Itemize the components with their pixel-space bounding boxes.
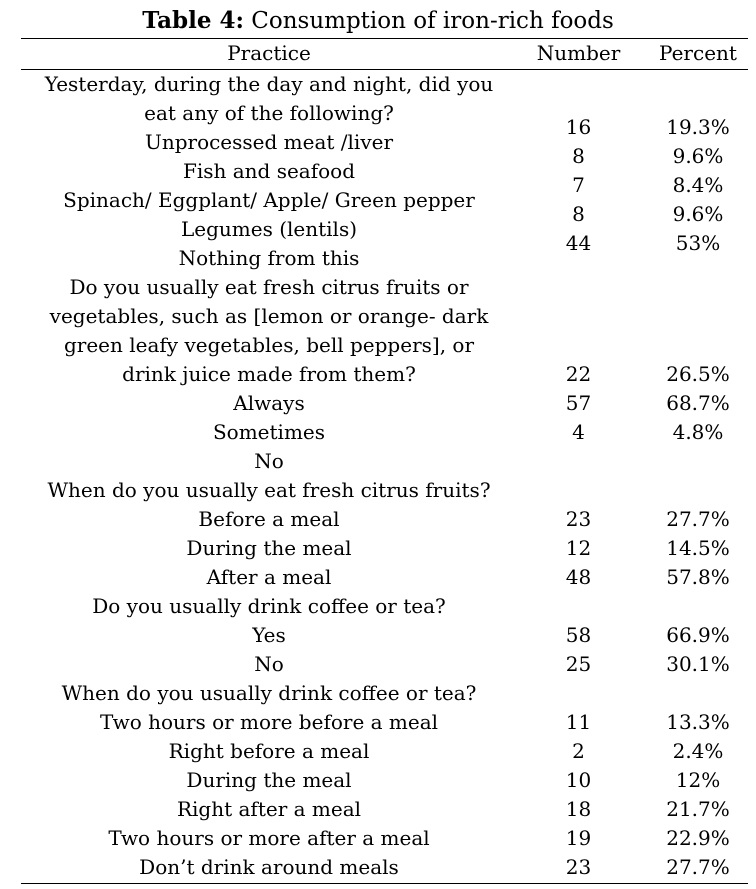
q1-option: Spinach/ Eggplant/ Apple/ Green pepper [63,188,475,212]
q4-number: 25 [565,652,592,676]
q4-number: 58 [565,623,592,647]
q1-number: 44 [565,231,592,255]
table-title-label: Table 4: [142,7,244,34]
q5-option: During the meal [186,768,352,792]
q4-option: No [254,652,284,676]
q1-number: 16 [565,115,592,139]
q1-option: Legumes (lentils) [180,217,358,241]
q2-question-line2: vegetables, such as [lemon or orange- dark [49,304,489,328]
q1-percent: 19.3% [666,115,730,139]
q2-number: 57 [565,391,592,415]
q4-percent: 30.1% [666,652,730,676]
q2-number: 4 [572,420,585,444]
q5-option: Two hours or more before a meal [99,710,439,734]
q5-number: 11 [565,710,592,734]
q5-number: 10 [565,768,592,792]
q1-question-line2: eat any of the following? [144,101,394,125]
q4-option: Yes [252,623,286,647]
q3-percent: 27.7% [666,507,730,531]
q2-question-line1: Do you usually eat fresh citrus fruits or [69,275,469,299]
q1-option: Unprocessed meat /liver [144,130,394,154]
q1-option: Fish and seafood [182,159,356,183]
q5-percent: 21.7% [666,797,730,821]
q5-option: Don’t drink around meals [139,855,399,879]
q3-number: 48 [565,565,592,589]
q1-question-line1: Yesterday, during the day and night, did you [44,72,494,96]
q2-percent: 68.7% [666,391,730,415]
q1-number: 7 [572,173,585,197]
q2-number: 22 [565,362,592,386]
q2-question-line3: green leafy vegetables, bell peppers], or [63,333,475,357]
q3-question: When do you usually eat fresh citrus fruits? [47,478,491,502]
q1-number: 8 [572,144,585,168]
header-percent: Percent [659,41,737,65]
q2-percent: 4.8% [672,420,724,444]
q5-question: When do you usually drink coffee or tea? [61,681,477,705]
q5-percent: 13.3% [666,710,730,734]
q2-percent: 26.5% [666,362,730,386]
table-title-text: Consumption of iron-rich foods [243,8,614,34]
q1-percent: 53% [675,231,721,255]
table-title [0,6,756,36]
q1-option: Nothing from this [178,246,360,270]
q4-percent: 66.9% [666,623,730,647]
q1-number: 8 [572,202,585,226]
q5-number: 18 [565,797,592,821]
q3-option: After a meal [206,565,332,589]
q5-option: Right after a meal [176,797,362,821]
q5-number: 19 [565,826,592,850]
q3-number: 12 [565,536,592,560]
q2-question-line4: drink juice made from them? [122,362,416,386]
q5-number: 2 [572,739,585,763]
q5-percent: 12% [675,768,721,792]
q4-question: Do you usually drink coffee or tea? [92,594,446,618]
q3-option: Before a meal [198,507,340,531]
table-bottom-rule [21,883,748,884]
header-practice: Practice [227,41,311,65]
q1-percent: 9.6% [672,202,724,226]
q5-option: Right before a meal [168,739,370,763]
q3-percent: 57.8% [666,565,730,589]
q3-percent: 14.5% [666,536,730,560]
q5-percent: 27.7% [666,855,730,879]
q5-number: 23 [565,855,592,879]
q1-percent: 8.4% [672,173,724,197]
q2-option: No [254,449,284,473]
q1-percent: 9.6% [672,144,724,168]
q2-option: Sometimes [212,420,326,444]
q3-number: 23 [565,507,592,531]
header-number: Number [536,41,621,65]
q5-percent: 2.4% [672,739,724,763]
q5-option: Two hours or more after a meal [108,826,430,850]
q5-percent: 22.9% [666,826,730,850]
q3-option: During the meal [186,536,352,560]
q2-option: Always [233,391,305,415]
